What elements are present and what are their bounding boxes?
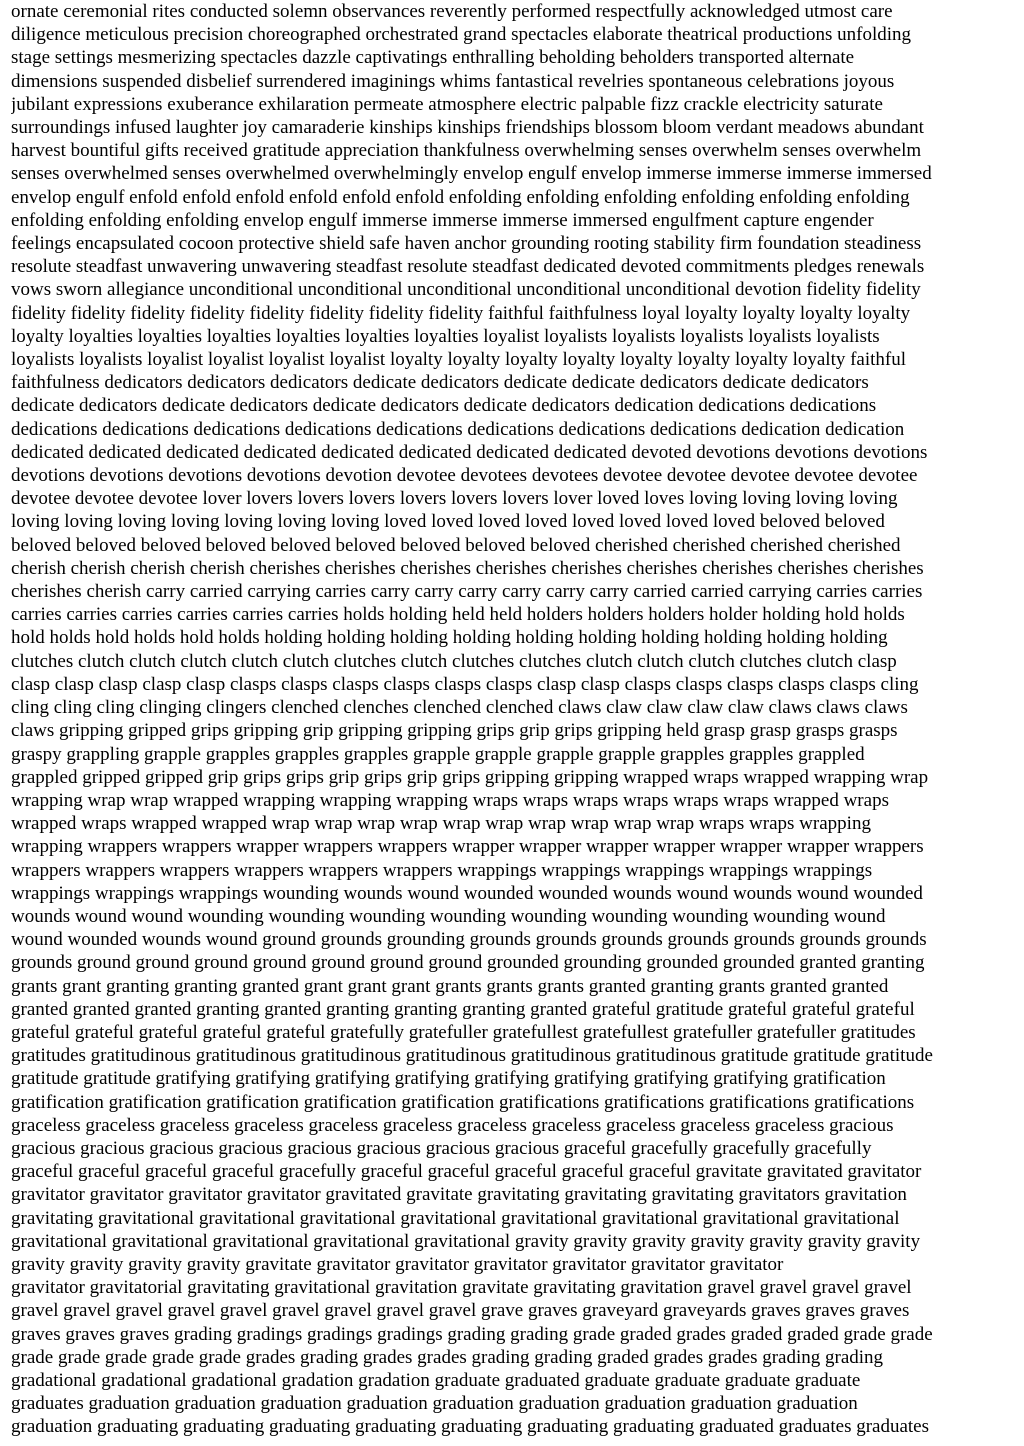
text-line: fidelity fidelity fidelity fidelity fidelity fidelity fidelity fidelity faithful faithfulness loyal loyalty loyalty loyalty loyalty [11, 302, 911, 324]
text-line: envelop engulf enfold enfold enfold enfold enfold enfold enfolding enfolding enfolding enfolding enfolding enfolding [11, 186, 910, 208]
text-line: wrapped wraps wrapped wrapped wrap wrap wrap wrap wrap wrap wrap wrap wrap wrap wraps wraps wrapping [11, 813, 871, 835]
text-line: gratitudes gratitudinous gratitudinous gratitudinous gratitudinous gratitudinous gratitudinous gratitude gratitude gratitude [11, 1045, 933, 1067]
text-line: grade grade grade grade grade grades grading grades grades grading grading graded grades grades grading grading [11, 1346, 884, 1368]
text-line: cherishes cherish carry carried carrying carries carry carry carry carry carry carry carried carried carrying carries carries [11, 581, 923, 603]
text-line: dedications dedications dedications dedications dedications dedications dedications dedications dedication dedication [11, 418, 905, 440]
text-line: clasp clasp clasp clasp clasp clasps clasps clasps clasps clasps clasps clasp clasp clasps clasps clasps clasps clasps cling [11, 673, 919, 695]
text-line: diligence meticulous precision choreographed orchestrated grand spectacles elaborate theatrical productions unfolding [11, 24, 912, 46]
text-line: grounds ground ground ground ground ground ground ground grounded grounding grounded grounded granted granting [11, 952, 925, 974]
text-line: gravitating gravitational gravitational gravitational gravitational gravitational gravitational gravitational gravitational [11, 1207, 900, 1229]
text-line: grappled gripped gripped grip grips grips grip grips grip grips gripping gripping wrapped wraps wrapped wrapping wrap [11, 766, 929, 788]
text-line: dedicate dedicators dedicate dedicators dedicate dedicators dedicate dedicators dedication dedications dedications [11, 395, 877, 417]
text-line: clutches clutch clutch clutch clutch clutch clutches clutch clutches clutches clutch clutch clutch clutches clutch clasp [11, 650, 897, 672]
text-line: faithfulness dedicators dedicators dedicators dedicate dedicators dedicate dedicate dedicators dedicate dedicators [11, 372, 869, 394]
text-line: surroundings infused laughter joy camaraderie kinships kinships friendships blossom bloom verdant meadows abundant [11, 117, 924, 139]
text-line: grants grant granting granting granted grant grant grant grants grants grants granted granting grants granted granted [11, 975, 889, 997]
text-line: vows sworn allegiance unconditional unconditional unconditional unconditional unconditional devotion fidelity fidelity [11, 279, 921, 301]
text-line: graduation graduating graduating graduating graduating graduating graduating graduating graduated graduates graduates [11, 1416, 930, 1438]
text-line: senses overwhelmed senses overwhelmed overwhelmingly envelop engulf envelop immerse immerse immerse immersed [11, 163, 932, 185]
text-line: beloved beloved beloved beloved beloved beloved beloved beloved beloved cherished cherished cherished cherished [11, 534, 901, 556]
text-line: wrapping wrappers wrappers wrapper wrappers wrappers wrapper wrapper wrapper wrapper wrapper wrapper wrappers [11, 836, 924, 858]
text-line: cherish cherish cherish cherish cherishes cherishes cherishes cherishes cherishes cherishes cherishes cherishes cherishes [11, 557, 924, 579]
text-line: resolute steadfast unwavering unwavering steadfast resolute steadfast dedicated devoted commitments pledges renewals [11, 256, 925, 278]
text-line: cling cling cling clinging clingers clenched clenches clenched clenched claws claw claw claw claw claws claws claws [11, 697, 908, 719]
text-line: dedicated dedicated dedicated dedicated dedicated dedicated dedicated dedicated devoted devotions devotions devotions [11, 441, 928, 463]
text-line: stage settings mesmerizing spectacles dazzle captivatings enthralling beholding beholders transported alternate [11, 47, 855, 69]
text-line: devotee devotee devotee lover lovers lovers lovers lovers lovers lovers lover loved loves loving loving loving loving [11, 488, 898, 510]
text-line: wound wounded wounds wound ground grounds grounding grounds grounds grounds grounds grounds grounds grounds [11, 929, 927, 951]
body-text [11, 0, 1016, 1439]
text-line: dimensions suspended disbelief surrendered imaginings whims fantastical revelries spontaneous celebrations joyous [11, 70, 895, 92]
text-line: loyalists loyalists loyalist loyalist loyalist loyalist loyalty loyalty loyalty loyalty loyalty loyalty loyalty loyalty faithful [11, 349, 907, 371]
text-line: gratification gratification gratification gratification gratification gratifications gratifications gratifications gratifications [11, 1091, 915, 1113]
text-line: gratitude gratitude gratifying gratifying gratifying gratifying gratifying gratifying gratifying gratifying gratification [11, 1068, 886, 1090]
text-line: wounds wound wound wounding wounding wounding wounding wounding wounding wounding wounding wound [11, 905, 886, 927]
text-line: loyalty loyalties loyalties loyalties loyalties loyalties loyalties loyalist loyalists loyalists loyalists loyalists loyalists [11, 325, 880, 347]
text-line: gravel gravel gravel gravel gravel gravel gravel gravel gravel grave graves graveyard graveyards graves graves graves [11, 1300, 910, 1322]
text-line: hold holds hold holds hold holds holding holding holding holding holding holding holding holding holding holding [11, 627, 888, 649]
text-line: graceful graceful graceful graceful gracefully graceful graceful graceful graceful graceful gravitate gravitated gravitator [11, 1161, 922, 1183]
text-line: gravitator gravitator gravitator gravitator gravitated gravitate gravitating gravitating gravitating gravitators gravitation [11, 1184, 907, 1206]
text-line: graceless graceless graceless graceless graceless graceless graceless graceless graceless graceless graceless gracious [11, 1114, 894, 1136]
text-line: loving loving loving loving loving loving loving loved loved loved loved loved loved loved loved beloved beloved [11, 511, 885, 533]
text-line: carries carries carries carries carries carries holds holding held held holders holders holders holder holding hold holds [11, 604, 905, 626]
text-line: claws gripping gripped grips gripping grip gripping gripping grips grip grips gripping held grasp grasp grasps grasps [11, 720, 898, 742]
text-line: graspy grappling grapple grapples grapples grapples grapple grapple grapple grapple grapples grapples grappled [11, 743, 865, 765]
text-line: gravitational gravitational gravitational gravitational gravitational gravity gravity gravity gravity gravity gravity gravity [11, 1230, 921, 1252]
text-line: graves graves graves grading gradings gradings gradings grading grading grade graded grades graded graded grade grade [11, 1323, 933, 1345]
text-line: jubilant expressions exuberance exhilaration permeate atmosphere electric palpable fizz crackle electricity saturate [11, 93, 883, 115]
text-line: gracious gracious gracious gracious gracious gracious gracious gracious graceful gracefully gracefully gracefully [11, 1137, 872, 1159]
text-line: granted granted granted granting granted granting granting granting granted grateful gratitude grateful grateful grateful [11, 998, 915, 1020]
text-line: feelings encapsulated cocoon protective shield safe haven anchor grounding rooting stability firm foundation steadiness [11, 233, 922, 255]
text-line: wrappings wrappings wrappings wounding wounds wound wounded wounded wounds wound wounds wound wounded [11, 882, 923, 904]
text-line: wrapping wrap wrap wrapped wrapping wrapping wrapping wraps wraps wraps wraps wraps wraps wrapped wraps [11, 789, 889, 811]
text-line: enfolding enfolding enfolding envelop engulf immerse immerse immerse immersed engulfment capture engender [11, 209, 874, 231]
text-line: graduates graduation graduation graduation graduation graduation graduation graduation graduation graduation [11, 1393, 858, 1415]
text-line: gravitator gravitatorial gravitating gravitational gravitation gravitate gravitating gravitation gravel gravel gravel gravel [11, 1277, 912, 1299]
text-line: devotions devotions devotions devotions devotion devotee devotees devotees devotee devotee devotee devotee devotee [11, 465, 918, 487]
text-line: grateful grateful grateful grateful grateful gratefully gratefuller gratefullest gratefullest gratefuller gratefuller gratitudes [11, 1021, 916, 1043]
text-line: wrappers wrappers wrappers wrappers wrappers wrappers wrappings wrappings wrappings wrappings wrappings [11, 859, 873, 881]
text-line: harvest bountiful gifts received gratitude appreciation thankfulness overwhelming senses overwhelm senses overwhelm [11, 140, 922, 162]
text-line: gravity gravity gravity gravity gravitate gravitator gravitator gravitator gravitator gravitator gravitator [11, 1253, 784, 1275]
text-line: ornate ceremonial rites conducted solemn observances reverently performed respectfully acknowledged utmost care [11, 1, 893, 22]
text-line: gradational gradational gradational gradation gradation graduate graduated graduate graduate graduate graduate [11, 1369, 861, 1391]
